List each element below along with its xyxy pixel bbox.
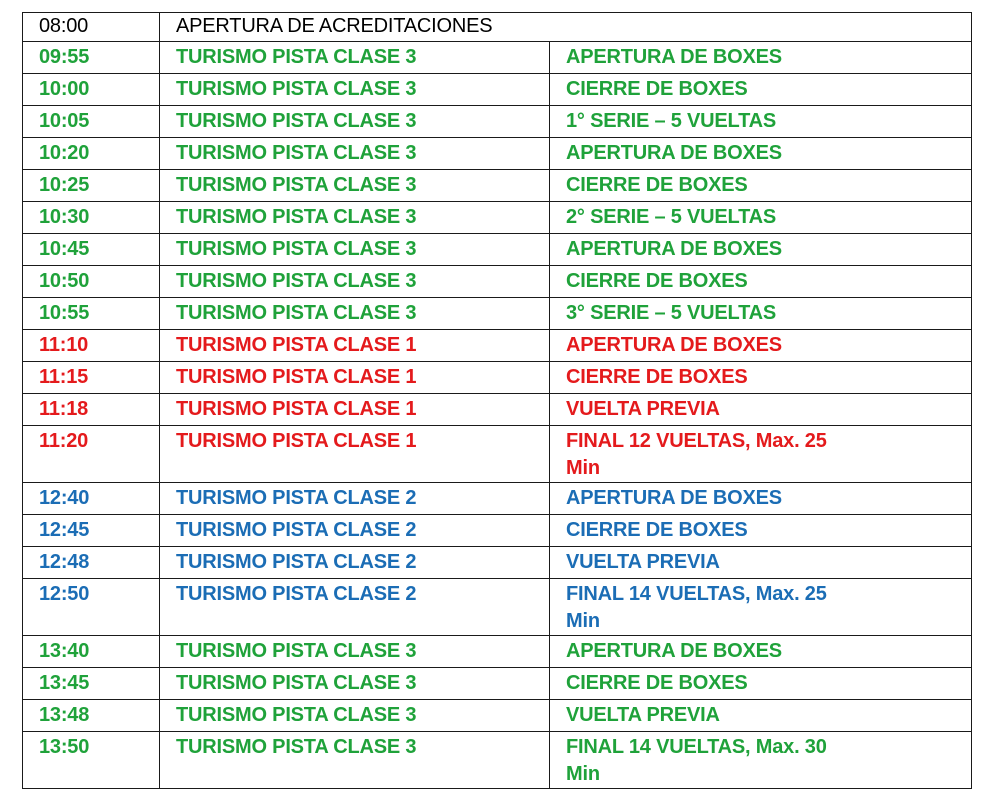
- category-cell: TURISMO PISTA CLASE 3: [160, 700, 550, 732]
- category-cell: TURISMO PISTA CLASE 1: [160, 426, 550, 483]
- activity-cell: CIERRE DE BOXES: [550, 515, 972, 547]
- category-cell: TURISMO PISTA CLASE 3: [160, 42, 550, 74]
- time-cell: 13:48: [23, 700, 160, 732]
- schedule-row: [23, 636, 972, 668]
- schedule-row: [23, 234, 972, 266]
- category-cell: TURISMO PISTA CLASE 2: [160, 483, 550, 515]
- schedule-row: [23, 362, 972, 394]
- activity-cell: CIERRE DE BOXES: [550, 668, 972, 700]
- category-cell: TURISMO PISTA CLASE 3: [160, 234, 550, 266]
- activity-cell: FINAL 14 VUELTAS, Max. 30 Min: [550, 732, 972, 789]
- time-cell: 10:20: [23, 138, 160, 170]
- schedule-body: [23, 13, 972, 789]
- time-cell: 11:15: [23, 362, 160, 394]
- schedule-row: [23, 547, 972, 579]
- activity-cell: 1° SERIE – 5 VUELTAS: [550, 106, 972, 138]
- category-cell: TURISMO PISTA CLASE 3: [160, 170, 550, 202]
- header-row: [23, 13, 972, 42]
- category-cell: TURISMO PISTA CLASE 3: [160, 668, 550, 700]
- category-cell: TURISMO PISTA CLASE 1: [160, 330, 550, 362]
- category-cell: TURISMO PISTA CLASE 2: [160, 547, 550, 579]
- schedule-row: [23, 74, 972, 106]
- schedule-row: [23, 42, 972, 74]
- schedule-row: [23, 515, 972, 547]
- activity-cell: VUELTA PREVIA: [550, 394, 972, 426]
- category-cell: TURISMO PISTA CLASE 2: [160, 515, 550, 547]
- schedule-row: [23, 298, 972, 330]
- time-cell: 13:40: [23, 636, 160, 668]
- schedule-row: [23, 394, 972, 426]
- category-cell: TURISMO PISTA CLASE 3: [160, 202, 550, 234]
- activity-cell: APERTURA DE BOXES: [550, 636, 972, 668]
- time-cell: 09:55: [23, 42, 160, 74]
- activity-cell: APERTURA DE BOXES: [550, 483, 972, 515]
- activity-cell: 2° SERIE – 5 VUELTAS: [550, 202, 972, 234]
- time-cell: 12:50: [23, 579, 160, 636]
- time-cell: 12:48: [23, 547, 160, 579]
- activity-cell: CIERRE DE BOXES: [550, 266, 972, 298]
- category-cell: TURISMO PISTA CLASE 3: [160, 298, 550, 330]
- category-cell: TURISMO PISTA CLASE 3: [160, 636, 550, 668]
- activity-cell: VUELTA PREVIA: [550, 700, 972, 732]
- activity-cell: 3° SERIE – 5 VUELTAS: [550, 298, 972, 330]
- time-cell: 10:05: [23, 106, 160, 138]
- activity-cell: APERTURA DE BOXES: [550, 234, 972, 266]
- category-cell: TURISMO PISTA CLASE 1: [160, 362, 550, 394]
- time-cell: 10:45: [23, 234, 160, 266]
- time-cell: 13:50: [23, 732, 160, 789]
- category-cell: TURISMO PISTA CLASE 3: [160, 106, 550, 138]
- activity-cell: FINAL 12 VUELTAS, Max. 25 Min: [550, 426, 972, 483]
- time-cell: 10:30: [23, 202, 160, 234]
- time-cell: 13:45: [23, 668, 160, 700]
- schedule-table: [22, 12, 972, 789]
- time-cell: 12:45: [23, 515, 160, 547]
- activity-cell: CIERRE DE BOXES: [550, 170, 972, 202]
- schedule-row: [23, 202, 972, 234]
- time-cell: 12:40: [23, 483, 160, 515]
- activity-cell: VUELTA PREVIA: [550, 547, 972, 579]
- activity-cell: APERTURA DE BOXES: [550, 330, 972, 362]
- activity-cell: CIERRE DE BOXES: [550, 74, 972, 106]
- schedule-row: [23, 483, 972, 515]
- category-cell: TURISMO PISTA CLASE 2: [160, 579, 550, 636]
- schedule-row: [23, 266, 972, 298]
- time-cell: 10:00: [23, 74, 160, 106]
- schedule-row: [23, 700, 972, 732]
- time-cell: 10:50: [23, 266, 160, 298]
- activity-cell: CIERRE DE BOXES: [550, 362, 972, 394]
- time-cell: 10:25: [23, 170, 160, 202]
- schedule-row: [23, 668, 972, 700]
- header-text: APERTURA DE ACREDITACIONES: [160, 13, 972, 42]
- category-cell: TURISMO PISTA CLASE 3: [160, 732, 550, 789]
- time-cell: 11:18: [23, 394, 160, 426]
- category-cell: TURISMO PISTA CLASE 3: [160, 138, 550, 170]
- schedule-row: [23, 106, 972, 138]
- schedule-row: [23, 138, 972, 170]
- schedule-row: [23, 732, 972, 789]
- activity-cell: APERTURA DE BOXES: [550, 42, 972, 74]
- time-cell: 10:55: [23, 298, 160, 330]
- header-time: 08:00: [23, 13, 160, 42]
- schedule-row: [23, 426, 972, 483]
- category-cell: TURISMO PISTA CLASE 1: [160, 394, 550, 426]
- category-cell: TURISMO PISTA CLASE 3: [160, 266, 550, 298]
- category-cell: TURISMO PISTA CLASE 3: [160, 74, 550, 106]
- time-cell: 11:10: [23, 330, 160, 362]
- activity-cell: APERTURA DE BOXES: [550, 138, 972, 170]
- activity-cell: FINAL 14 VUELTAS, Max. 25 Min: [550, 579, 972, 636]
- schedule-row: [23, 170, 972, 202]
- schedule-row: [23, 330, 972, 362]
- schedule-row: [23, 579, 972, 636]
- time-cell: 11:20: [23, 426, 160, 483]
